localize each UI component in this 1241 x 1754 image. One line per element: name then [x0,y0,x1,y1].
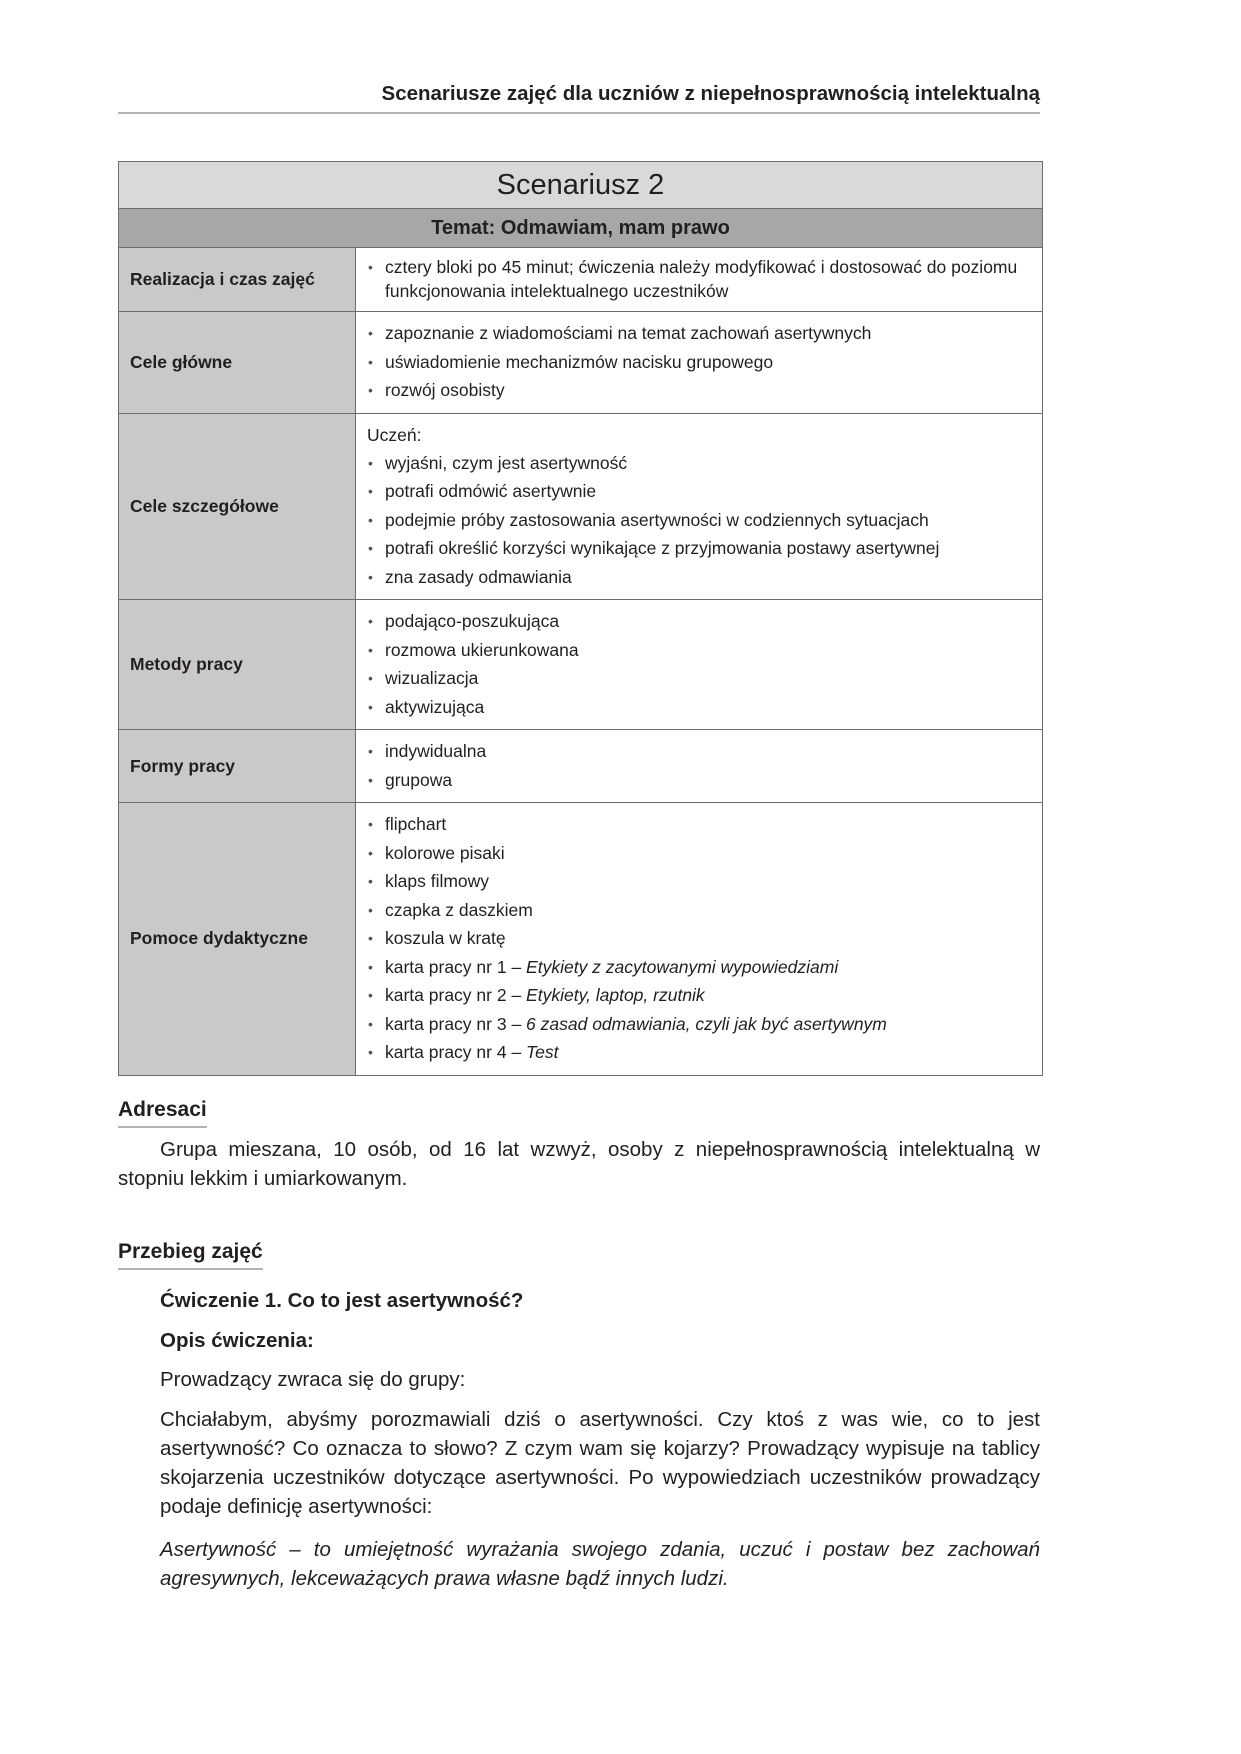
list-item: • zapoznanie z wiadomościami na temat zachowań asertywnych [367,319,1032,348]
list-item: • grupowa [367,766,1032,795]
list-item: • potrafi odmówić asertywnie [367,477,1032,506]
list-item: • koszula w kratę [367,924,1032,953]
list-item: • potrafi określić korzyści wynikające z przyjmowania postawy asertywnej [367,534,1032,563]
list-item: • klaps filmowy [367,867,1032,896]
list-item: • aktywizująca [367,693,1032,722]
row-label-realizacja: Realizacja i czas zajęć [119,248,356,312]
list-item: • flipchart [367,810,1032,839]
worksheet-prefix: karta pracy nr 4 – [385,1042,527,1062]
worksheet-item [367,981,1032,1010]
row-label-formy-pracy: Formy pracy [119,730,356,803]
asertywnosc-definition: Asertywność – to umiejętność wyrażania swojego zdania, uczuć i postaw bez zachowań agresywnych, lekceważących prawa własne bądź innych ludzi. [160,1538,1040,1590]
worksheet-prefix: karta pracy nr 1 – [385,956,527,977]
row-label-pomoce-dydaktyczne: Pomoce dydaktyczne [119,803,356,1076]
list-item: • uświadomienie mechanizmów nacisku grupowego [367,348,1032,377]
row-content-realizacja [356,248,1043,312]
worksheet-title: 6 zasad odmawiania, czyli jak być asertywnym [526,1013,887,1034]
worksheet-item [367,1038,1032,1067]
worksheet-prefix: karta pracy nr 2 – [385,985,527,1005]
row-content-pomoce-dydaktyczne [356,803,1043,1076]
worksheet-item [367,953,1032,982]
adresaci-text: Grupa mieszana, 10 osób, od 16 lat wzwyż, osoby z niepełnosprawnością intelektualną w stopniu lekkim i umiarkowanym. [118,1138,1040,1190]
list-item: • wyjaśni, czym jest asertywność [367,449,1032,478]
list-item: • podejmie próby zastosowania asertywności w codziennych sytuacjach [367,506,1032,535]
exercise-description-label: Opis ćwiczenia: [160,1329,314,1352]
worksheet-title: Test [526,1042,559,1062]
worksheet-title: Etykiety z zacytowanymi wypowiedziami [526,956,839,977]
worksheet-item [367,1010,1032,1039]
list-item: • kolorowe pisaki [367,839,1032,868]
scenario-table [118,161,1043,1076]
list-item: • wizualizacja [367,664,1032,693]
row-label-cele-szczegolowe: Cele szczegółowe [119,413,356,600]
exercise-instruction: Prowadzący zwraca się do grupy: [160,1368,466,1391]
row-label-cele-glowne: Cele główne [119,312,356,414]
running-head: Scenariusze zajęć dla uczniów z niepełnosprawnością intelektualną [118,82,1040,114]
exercise-title: Ćwiczenie 1. Co to jest asertywność? [160,1289,524,1312]
row-label-metody-pracy: Metody pracy [119,600,356,730]
list-item: • cztery bloki po 45 minut; ćwiczenia należy modyfikować i dostosować do poziomu funkcjonowania intelektualnego uczestników [367,255,1032,303]
list-intro: Uczeń: [367,424,422,445]
row-content-cele-glowne [356,312,1043,414]
section-heading-przebieg: Przebieg zajęć [118,1239,263,1270]
section-heading-adresaci: Adresaci [118,1097,207,1128]
scenario-topic: Temat: Odmawiam, mam prawo [119,209,1043,248]
scenario-title: Scenariusz 2 [119,162,1043,209]
row-content-cele-szczegolowe [356,413,1043,600]
list-item: • zna zasady odmawiania [367,563,1032,592]
list-item: • czapka z daszkiem [367,896,1032,925]
list-item: • indywidualna [367,737,1032,766]
list-item: • rozwój osobisty [367,376,1032,405]
list-item: • podająco-poszukująca [367,607,1032,636]
row-content-formy-pracy [356,730,1043,803]
row-content-metody-pracy [356,600,1043,730]
worksheet-title: Etykiety, laptop, rzutnik [526,985,705,1005]
list-item: • rozmowa ukierunkowana [367,636,1032,665]
worksheet-prefix: karta pracy nr 3 – [385,1013,527,1034]
exercise-paragraph: Chciałabym, abyśmy porozmawiali dziś o asertywności. Czy ktoś z was wie, co to jest asertywność? Co oznacza to słowo? Z czym wam się kojarzy? Prowadzący wypisuje na tablicy skojarzenia uczestników dotyczące asertywności. Po wypowiedziach uczestników prowadzący podaje definicję asertywności: [160,1408,1040,1518]
